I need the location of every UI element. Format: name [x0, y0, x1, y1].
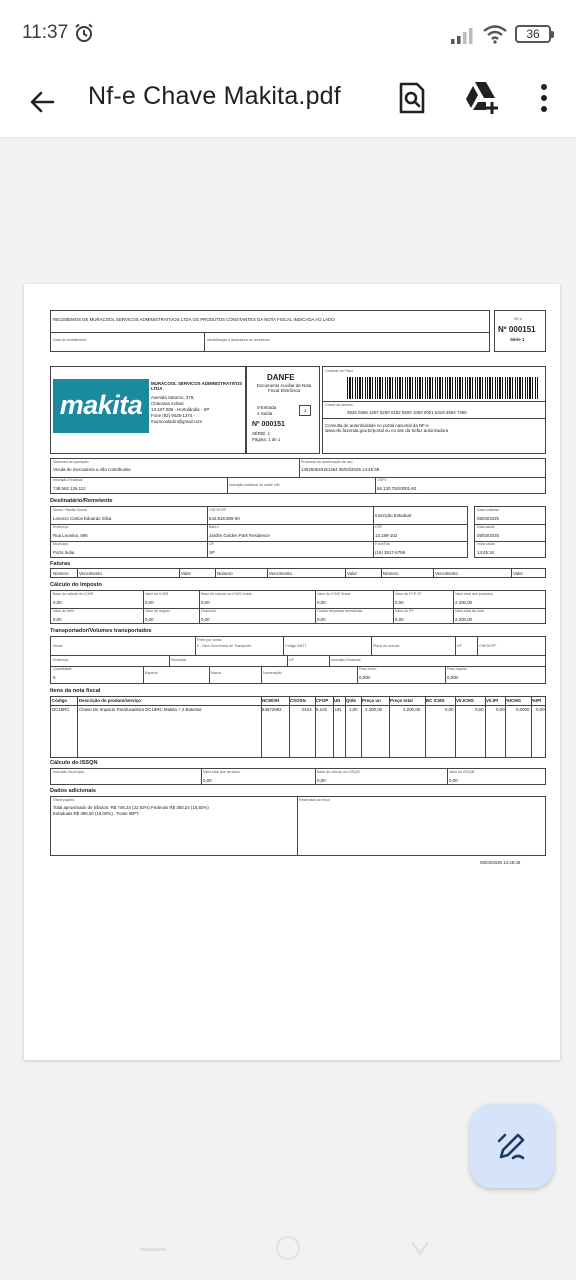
itens-col: Preço un — [362, 698, 381, 703]
fat-col: Vencimento — [435, 571, 458, 576]
imp-value: 0,00 — [395, 600, 404, 605]
fat-col: Valor — [513, 571, 523, 576]
issqn-value: 0,00 — [317, 778, 326, 783]
emitter-phone: Fone (92) 9435-1374 - — [151, 413, 195, 418]
imp-value: 0,00 — [53, 600, 62, 605]
transp-frete-label: Frete por conta — [197, 638, 222, 642]
imp-label: Valor do ICMS — [145, 592, 169, 596]
danfe-desc: Documento Auxiliar da Nota Fiscal Eletrônica — [256, 383, 312, 394]
transp-frete-value: 9 - Sem Ocorrência de Transporte — [197, 644, 252, 648]
dest-box — [50, 506, 468, 558]
transp-marca-label: Marca — [211, 671, 221, 675]
itens-col: NCM/SH — [262, 698, 280, 703]
imp-value: 0,00 — [145, 617, 154, 622]
dest-emissao-label: Data emissão — [477, 508, 499, 512]
imp-value: 2.200,00 — [455, 617, 473, 622]
danfe-pagina: Página: 1 de 1 — [252, 437, 281, 442]
dest-uf-label: UF — [209, 542, 214, 546]
item-cell: DC18RC — [52, 707, 70, 712]
itens-col: Vlr.IPI — [486, 698, 499, 703]
issqn-value: 0,00 — [203, 778, 212, 783]
itens-header: Itens da nota fiscal — [50, 688, 101, 694]
home-icon[interactable] — [276, 1236, 300, 1260]
imp-value: 0,00 — [145, 600, 154, 605]
item-cell: 5.102 — [316, 707, 327, 712]
dest-emissao-value: 05/03/2025 — [477, 516, 499, 521]
receipt-text: RECEBEMOS DE MURACOOL SERVICOS ADMINISTRATIVOS LTDA OS PRODUTOS CONSTANTES DA NOTA FISCAL INDICADA AO LADO — [53, 317, 335, 322]
imp-label: Base de cálculo do ICMS — [53, 592, 94, 596]
itens-col: Vlr.ICMS — [456, 698, 474, 703]
danfe-saida: 1-Saída — [257, 411, 273, 416]
receipt-stub — [50, 310, 490, 352]
itens-col: Qtde — [346, 698, 357, 703]
nfe-label: NF-e — [514, 317, 522, 321]
chave-label: Chave de acesso — [325, 403, 353, 407]
transp-cnpj-label: CNPJ/CPF — [479, 644, 497, 648]
itens-col: %IPI — [532, 698, 542, 703]
fat-col: Valor — [181, 571, 191, 576]
transp-pl-value: 0,000 — [447, 675, 458, 680]
emitter-district: Chácaras Aclival — [151, 401, 184, 406]
protocolo-label: Protocolo de autorização de uso — [301, 460, 353, 464]
adic-header: Dados adicionais — [50, 788, 97, 794]
fat-col: Número — [53, 571, 69, 576]
access-key-box — [322, 366, 546, 454]
status-time: 11:37 — [22, 22, 69, 43]
signal-icon — [450, 26, 476, 44]
transp-pb-value: 0,000 — [359, 675, 370, 680]
wifi-icon — [482, 24, 508, 44]
item-cell: 2.200,00 — [403, 707, 421, 712]
navigation-bar — [0, 1220, 576, 1280]
imp-label: Valor do IPI — [395, 609, 414, 613]
battery-indicator: 36 — [515, 25, 551, 43]
fat-col: Vencimento — [269, 571, 292, 576]
emitter-city: 13.187-086 - Hortolândia - SP — [151, 407, 210, 412]
natureza-box — [50, 458, 546, 494]
dest-bairro-value: Jardim Golden Park Residence — [209, 533, 270, 538]
transp-antt-label: Código ANTT — [285, 644, 307, 648]
item-cell: 2.200,00 — [365, 707, 383, 712]
controle-label: Controle do Fisco — [325, 369, 354, 373]
dest-nome-value: Lorenzo Carlos Eduardo Silva — [53, 516, 112, 521]
imp-label: Valor total dos produtos — [455, 592, 493, 596]
status-bar — [0, 0, 576, 68]
fat-col: Vencimento — [79, 571, 102, 576]
fisco-label: Reservado ao fisco — [299, 798, 330, 802]
transp-qtd-value: 0 — [53, 675, 56, 680]
annotate-button[interactable] — [470, 1104, 554, 1188]
itens-col: UN — [334, 698, 341, 703]
pdf-page[interactable] — [24, 284, 560, 1060]
item-cell: 0,0000 — [516, 707, 530, 712]
imp-label: Desconto — [201, 609, 217, 613]
dest-uf-value: SP — [209, 550, 215, 555]
item-cell: Chave De Impacto Parafusadeira DC18RC Makita + 2 Baterias — [79, 707, 202, 712]
danfe-entrada: 0-Entrada — [257, 405, 277, 410]
itens-col: %ICMS — [506, 698, 521, 703]
item-cell: UN — [335, 707, 342, 712]
nfe-number-box — [494, 310, 546, 352]
transp-header: Transportador/Volumes transportados — [50, 628, 152, 634]
dest-saida-value: 05/03/2025 — [477, 533, 499, 538]
emitter-address: Avenida Saturno, 379, — [151, 395, 195, 400]
obs-label: Observações — [53, 798, 75, 802]
item-cell: 1,00 — [349, 707, 358, 712]
itens-col: CFOP — [316, 698, 329, 703]
app-bar — [0, 68, 576, 138]
imp-label: Valor do ICMS Subst. — [317, 592, 352, 596]
chave-value: 3525 0356 1307 5200 0182 5500 1000 0001 5319 4504 7265 — [347, 410, 467, 415]
cnpj-value: 56.130.752/0001-82 — [377, 486, 417, 491]
transp-nome-label: Nome — [53, 644, 63, 648]
transp-uf-label: UF — [457, 644, 462, 648]
transp-qtd-label: Quantidade — [53, 667, 72, 671]
faturas-header: Faturas — [50, 561, 71, 567]
dest-mun-label: Município — [53, 542, 69, 546]
dest-header: Destinatário/Remetente — [50, 498, 113, 504]
danfe-title: DANFE — [267, 373, 295, 382]
faturas-box — [50, 568, 546, 578]
transp-pb-label: Peso bruto — [359, 667, 377, 671]
danfe-tipo: 1 — [299, 405, 311, 416]
danfe-box — [246, 366, 320, 454]
emitter-box — [50, 366, 246, 454]
dest-saida-label: Data saída — [477, 525, 495, 529]
dest-cep-value: 13.189-102 — [375, 533, 398, 538]
pen-icon — [495, 1129, 529, 1163]
dest-ie-label: Inscrição Estadual — [375, 513, 411, 518]
danfe-number: Nº 000151 — [252, 421, 285, 428]
dest-cep-label: CEP — [375, 525, 383, 529]
item-cell: 0,00 — [475, 707, 484, 712]
issqn-header: Cálculo do ISSQN — [50, 760, 98, 766]
itens-col: BC ICMS — [426, 698, 445, 703]
itens-box — [50, 696, 546, 758]
dest-mun-value: Porto Índia — [53, 550, 75, 555]
transp-box — [50, 636, 546, 684]
obs-text-2: Estaduais R$ 396,00 (18,00%) . Fonte IBPT. — [53, 811, 140, 816]
emitter-name: MURACOOL SERVICOS ADMINISTRATIVOS LTDA — [151, 381, 243, 392]
natureza-label: Natureza da operação — [53, 460, 89, 464]
transp-uf2-label: UF — [289, 658, 294, 662]
nav-back-icon[interactable] — [408, 1236, 432, 1260]
imp-label: Valor do seguro — [145, 609, 171, 613]
item-cell: 84672992 — [262, 707, 282, 712]
imp-label: Valor total da nota — [455, 609, 484, 613]
issqn-value: 0,00 — [449, 778, 458, 783]
imp-value: 2.200,00 — [455, 600, 473, 605]
footer-date: 05/03/2025 14:45:48 — [480, 860, 521, 865]
ie-sub-label: Inscrição estadual do subst. trib. — [229, 483, 281, 487]
fat-col: Número — [217, 571, 233, 576]
arrow-back-icon — [28, 88, 56, 116]
makita-logo: makita — [53, 379, 149, 433]
search-in-document-icon[interactable] — [394, 80, 430, 116]
fat-col: Valor — [347, 571, 357, 576]
transp-especie-label: Espécie — [145, 671, 158, 675]
issqn-box — [50, 768, 546, 785]
item-cell: 0,00 — [496, 707, 505, 712]
dest-fone-value: (19) 3517-6798 — [375, 550, 406, 555]
transp-placa-label: Placa do veículo — [373, 644, 400, 648]
document-title: Nf-e Chave Makita.pdf — [88, 82, 341, 110]
transp-ie-label: Inscrição Estadual — [331, 658, 361, 662]
danfe-serie: SÉRIE: 1 — [252, 431, 271, 436]
transp-end-label: Endereço — [53, 658, 69, 662]
dest-end-value: Rua Leonina, 696 — [53, 533, 88, 538]
item-cell: 0,00 — [536, 707, 545, 712]
transp-num-label: Numeração — [263, 671, 282, 675]
imp-value: 0,00 — [201, 600, 210, 605]
imp-value: 0,00 — [53, 617, 62, 622]
dest-cpf-label: CNPJ/CPF — [209, 508, 227, 512]
transp-pl-label: Peso líquido — [447, 667, 467, 671]
more-options-icon[interactable] — [530, 80, 558, 116]
alarm-icon — [74, 23, 94, 43]
imposto-header: Cálculo do Imposto — [50, 582, 102, 588]
dest-hora-value: 14:45:34 — [477, 550, 495, 555]
dest-cpf-value: 544.818.808-60 — [209, 516, 240, 521]
barcode — [347, 377, 539, 399]
dest-dates-box — [474, 506, 546, 558]
add-to-drive-icon[interactable] — [462, 78, 502, 118]
ie-value: 748.562.126.112 — [53, 486, 86, 491]
back-button[interactable] — [22, 82, 62, 122]
issqn-label: Inscrição Municipal — [53, 770, 84, 774]
protocolo-value: 135250618151364 05/03/2025 14:45:38 — [301, 467, 380, 472]
itens-col: Descrição do produto/serviço — [79, 698, 141, 703]
obs-text-1: Total aproximado de tributos: R$ 748,24 (32,92%) Federais R$ 350,24 (15,92%) — [53, 805, 209, 810]
itens-col: CSOSN — [290, 698, 306, 703]
imp-label: Valor do frete — [53, 609, 75, 613]
fat-col: Número — [383, 571, 399, 576]
issqn-label: Base de cálculo do ISSQN — [317, 770, 360, 774]
itens-col: Código — [52, 698, 68, 703]
imp-value: 0,00 — [395, 617, 404, 622]
imposto-box — [50, 590, 546, 624]
dest-bairro-label: Bairro — [209, 525, 219, 529]
issqn-label: Valor total dos serviços — [203, 770, 240, 774]
nfe-number: Nº 000151 — [498, 325, 536, 334]
itens-col: Preço total — [390, 698, 413, 703]
cnpj-label: CNPJ — [377, 478, 387, 482]
receipt-sign-label: Identificação e assinatura do recebedor — [207, 338, 270, 342]
imp-label: Base de cálculo do ICMS Subst. — [201, 592, 253, 596]
imp-value: 0,00 — [317, 617, 326, 622]
imp-value: 0,00 — [317, 600, 326, 605]
issqn-label: Valor do ISSQN — [449, 770, 475, 774]
recent-apps-icon[interactable] — [140, 1248, 166, 1251]
dest-fone-label: Fone/Fax — [375, 542, 391, 546]
emitter-email: muracooladm@gmail.com — [151, 419, 203, 424]
consulta-text: Consulta de autenticidade no portal nacional da NF-e www.nfe.fazenda.gov.br/portal ou no site da Sefaz autorizadora — [325, 423, 449, 434]
dest-hora-label: Hora saída — [477, 542, 495, 546]
item-cell: 0102 — [302, 707, 312, 712]
dest-nome-label: Nome / Razão Social — [53, 508, 87, 512]
imp-label: Valor do FCP ST — [395, 592, 422, 596]
natureza-value: Venda de mercadoria a não contribuinte — [53, 467, 131, 472]
dest-end-label: Endereço — [53, 525, 69, 529]
receipt-date-label: Data de recebimento — [53, 338, 87, 342]
item-cell: 0,00 — [445, 707, 454, 712]
adic-box — [50, 796, 546, 856]
imp-value: 0,00 — [201, 617, 210, 622]
transp-mun-label: Município — [171, 658, 187, 662]
ie-label: Inscrição Estadual — [53, 478, 83, 482]
nfe-serie: Série 1 — [510, 337, 525, 342]
imp-label: Outras despesas acessórias — [317, 609, 363, 613]
